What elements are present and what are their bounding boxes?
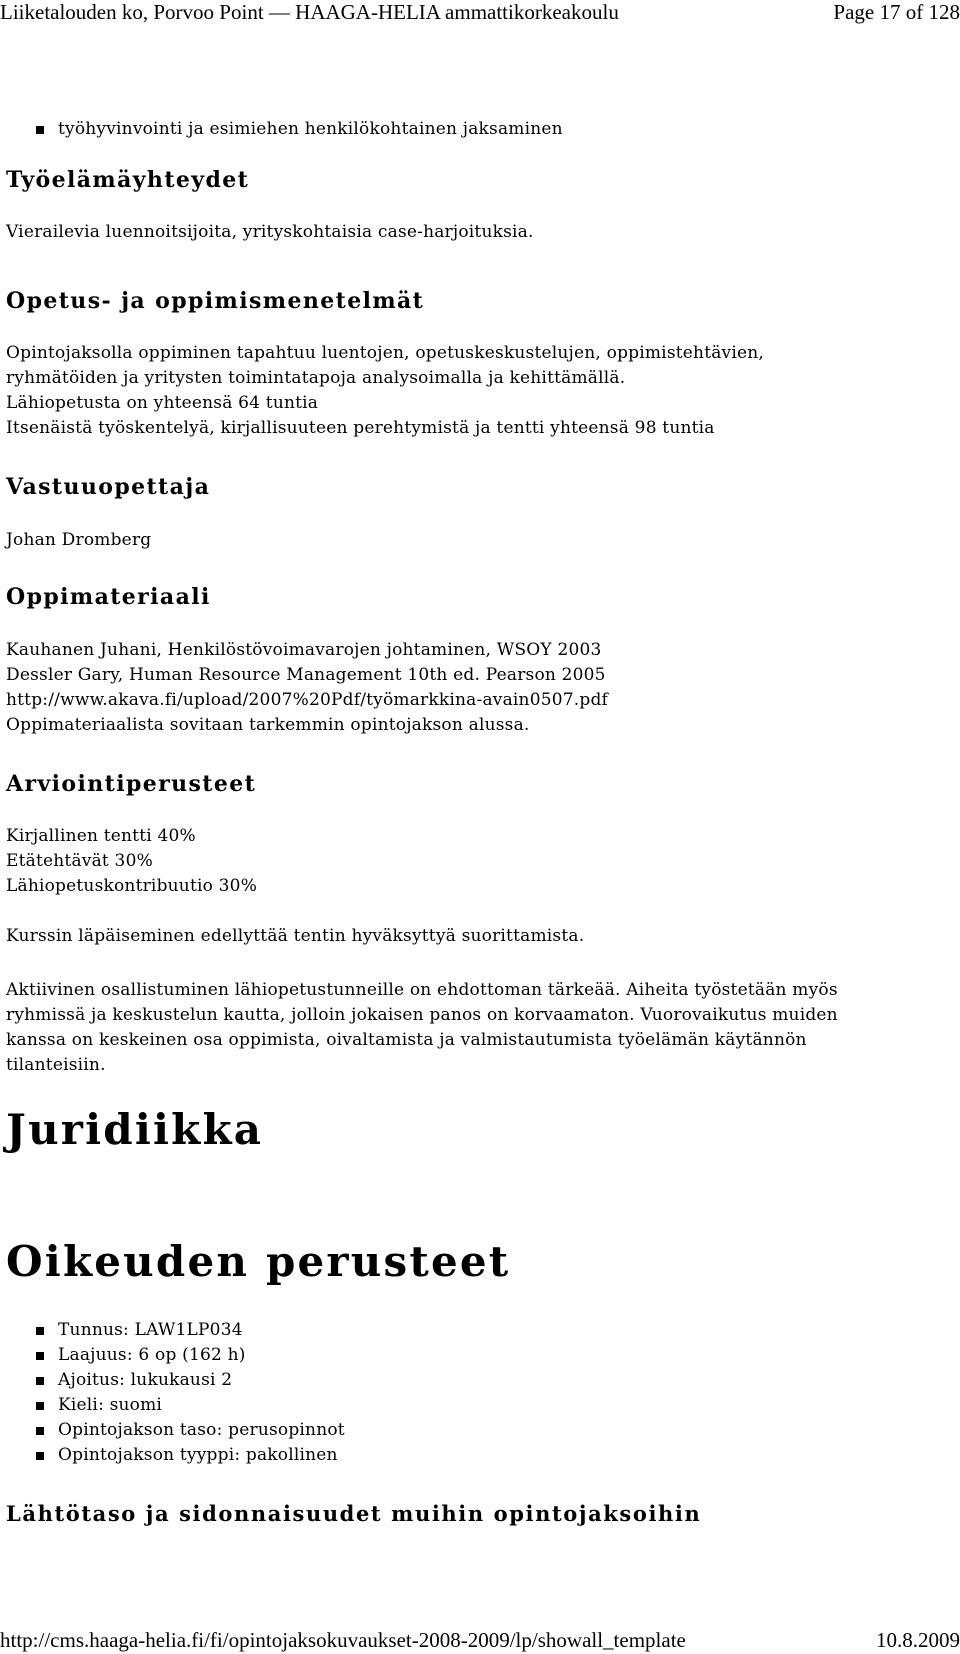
text-line: Kauhanen Juhani, Henkilöstövoimavarojen johtaminen, WSOY 2003 [6, 640, 602, 660]
text-line: tilanteisiin. [6, 1055, 106, 1075]
text-line: Lähiopetusta on yhteensä 64 tuntia [6, 393, 319, 413]
text-line: ryhmissä ja keskustelun kautta, jolloin jokaisen panos on korvaamaton. Vuorovaikutus muiden [6, 1005, 838, 1025]
bullet-icon [36, 1452, 44, 1460]
bullet-icon [36, 1327, 44, 1335]
arviointi-criteria [6, 824, 257, 899]
vastuuopettaja-name: Johan Dromberg [6, 530, 152, 550]
bullet-icon [36, 1402, 44, 1410]
print-header [0, 0, 960, 30]
heading-opetus: Opetus- ja oppimismenetelmät [6, 288, 425, 314]
heading-lahtotaso: Lähtötaso ja sidonnaisuudet muihin opintojaksoihin [6, 1501, 702, 1526]
text-line: Dessler Gary, Human Resource Management 10th ed. Pearson 2005 [6, 665, 606, 685]
material-link: http://www.akava.fi/upload/2007%20Pdf/työmarkkina-avain0507.pdf [6, 690, 609, 710]
bullet-icon [36, 126, 44, 134]
tyoelamayhteydet-text: Vierailevia luennoitsijoita, yrityskohtaisia case-harjoituksia. [6, 222, 534, 242]
text-line: Kirjallinen tentti 40% [6, 826, 196, 846]
list-item: Ajoitus: lukukausi 2 [0, 1368, 345, 1393]
text-line: Lähiopetuskontribuutio 30% [6, 876, 258, 896]
oppimateriaali-text [6, 638, 608, 738]
list-item: työhyvinvointi ja esimiehen henkilökohtainen jaksaminen [0, 117, 563, 142]
header-title: Liiketalouden ko, Porvoo Point — HAAGA-HELIA ammattikorkeakoulu [0, 0, 619, 24]
bullet-icon [36, 1427, 44, 1435]
text-line: Oppimateriaalista sovitaan tarkemmin opintojakson alussa. [6, 715, 530, 735]
pass-requirement: Kurssin läpäiseminen edellyttää tentin hyväksyttyä suorittamista. [6, 926, 585, 946]
heading-oppimateriaali: Oppimateriaali [6, 584, 211, 610]
section-title: Juridiikka [6, 1105, 264, 1154]
text-line: kanssa on keskeinen osa oppimista, oivaltamista ja valmistautumista työelämän käytännön [6, 1030, 807, 1050]
bullet-icon [36, 1352, 44, 1360]
bullet-icon [36, 1377, 44, 1385]
list-item: Tunnus: LAW1LP034 [0, 1318, 345, 1343]
heading-vastuuopettaja: Vastuuopettaja [6, 474, 211, 500]
page-number: Page 17 of 128 [833, 0, 960, 24]
text-line: ryhmätöiden ja yritysten toimintatapoja analysoimalla ja kehittämällä. [6, 368, 626, 388]
text-line: Opintojaksolla oppiminen tapahtuu luentojen, opetuskeskustelujen, oppimistehtävien, [6, 343, 765, 363]
heading-tyoelamayhteydet: Työelämäyhteydet [6, 167, 250, 193]
text-line: Aktiivinen osallistuminen lähiopetustunneille on ehdottoman tärkeää. Aiheita työstetään myös [6, 980, 838, 1000]
arviointi-paragraph [6, 978, 838, 1078]
footer-date: 10.8.2009 [876, 1628, 960, 1652]
heading-arviointiperusteet: Arviointiperusteet [6, 771, 257, 797]
text-line: Etätehtävät 30% [6, 851, 153, 871]
course-title: Oikeuden perusteet [6, 1237, 511, 1286]
list-item: Opintojakson taso: perusopinnot [0, 1418, 345, 1443]
opetus-text [6, 341, 764, 441]
course-info-list [0, 1318, 345, 1468]
list-item: Laajuus: 6 op (162 h) [0, 1343, 345, 1368]
text-line: Itsenäistä työskentelyä, kirjallisuuteen perehtymistä ja tentti yhteensä 98 tuntia [6, 418, 715, 438]
footer-url: http://cms.haaga-helia.fi/fi/opintojaksokuvaukset-2008-2009/lp/showall_template [0, 1628, 686, 1652]
list-item: Opintojakson tyyppi: pakollinen [0, 1443, 345, 1468]
list-item: Kieli: suomi [0, 1393, 345, 1418]
print-footer [0, 1628, 960, 1654]
top-bullet-list [0, 117, 563, 142]
